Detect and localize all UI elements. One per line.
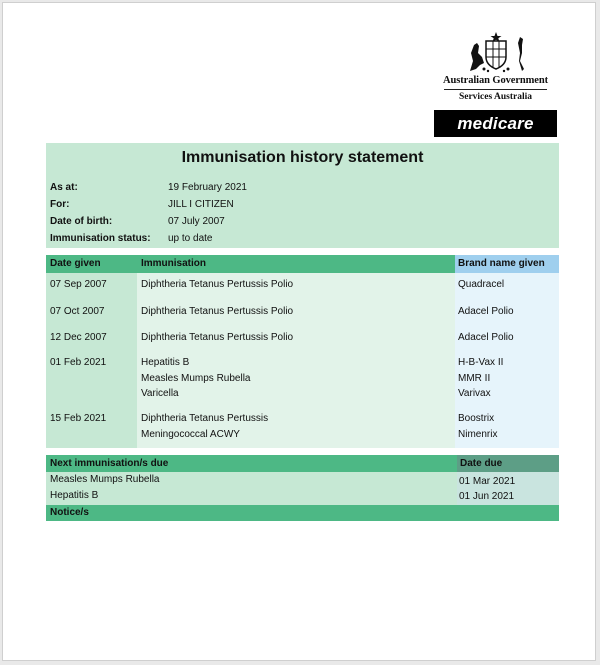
row-immunisation: Diphtheria Tetanus Pertussis <box>141 413 269 424</box>
statement-title: Immunisation history statement <box>181 149 424 166</box>
services-australia-label: Services Australia <box>458 92 533 102</box>
as-at-value: 19 February 2021 <box>168 182 247 193</box>
for-label: For: <box>50 199 70 210</box>
status-label: Immunisation status: <box>50 233 151 244</box>
statement-page <box>2 2 596 661</box>
government-title: Australian Government <box>443 75 548 86</box>
next-due-name: Hepatitis B <box>50 490 99 501</box>
row-immunisation: Measles Mumps Rubella <box>141 373 251 384</box>
brand-header: Brand name given <box>455 255 559 273</box>
logo-area <box>434 31 557 137</box>
next-due-date: 01 Jun 2021 <box>459 491 515 502</box>
row-brand: Nimenrix <box>458 429 498 440</box>
row-immunisation: Diphtheria Tetanus Pertussis Polio <box>141 306 294 317</box>
row-date: 07 Sep 2007 <box>50 279 107 290</box>
row-brand: Varivax <box>458 388 491 399</box>
as-at-label: As at: <box>50 182 78 193</box>
next-due-body <box>46 472 559 505</box>
medicare-logo: medicare <box>434 110 557 137</box>
date-due-header: Date due <box>457 455 559 472</box>
row-immunisation: Meningococcal ACWY <box>141 429 240 440</box>
coat-of-arms-icon <box>464 31 528 73</box>
row-date: 01 Feb 2021 <box>50 357 107 368</box>
row-brand: Adacel Polio <box>458 332 514 343</box>
row-date: 15 Feb 2021 <box>50 413 107 424</box>
for-value: JILL I CITIZEN <box>168 199 234 210</box>
next-immunisation-header: Next immunisation/s due <box>46 455 457 472</box>
status-value: up to date <box>168 233 213 244</box>
next-due-name: Measles Mumps Rubella <box>50 474 160 485</box>
dob-value: 07 July 2007 <box>168 216 225 227</box>
statement-header <box>46 143 559 248</box>
next-due-table <box>46 455 559 521</box>
immunisation-history-table <box>46 255 559 448</box>
row-date: 07 Oct 2007 <box>50 306 105 317</box>
notices-header: Notice/s <box>46 505 559 521</box>
row-immunisation: Diphtheria Tetanus Pertussis Polio <box>141 332 294 343</box>
row-brand: Boostrix <box>458 413 495 424</box>
row-brand: Quadracel <box>458 279 505 290</box>
row-brand: H-B-Vax II <box>458 357 504 368</box>
next-due-date: 01 Mar 2021 <box>459 476 516 487</box>
row-immunisation: Varicella <box>141 388 179 399</box>
dob-label: Date of birth: <box>50 216 113 227</box>
next-due-header-row <box>46 455 559 472</box>
row-date: 12 Dec 2007 <box>50 332 107 343</box>
row-brand: Adacel Polio <box>458 306 514 317</box>
date-given-header: Date given <box>46 255 137 273</box>
logo-divider <box>444 89 547 90</box>
row-immunisation: Hepatitis B <box>141 357 190 368</box>
row-brand: MMR II <box>458 373 491 384</box>
immunisation-header: Immunisation <box>137 255 455 273</box>
row-immunisation: Diphtheria Tetanus Pertussis Polio <box>141 279 294 290</box>
